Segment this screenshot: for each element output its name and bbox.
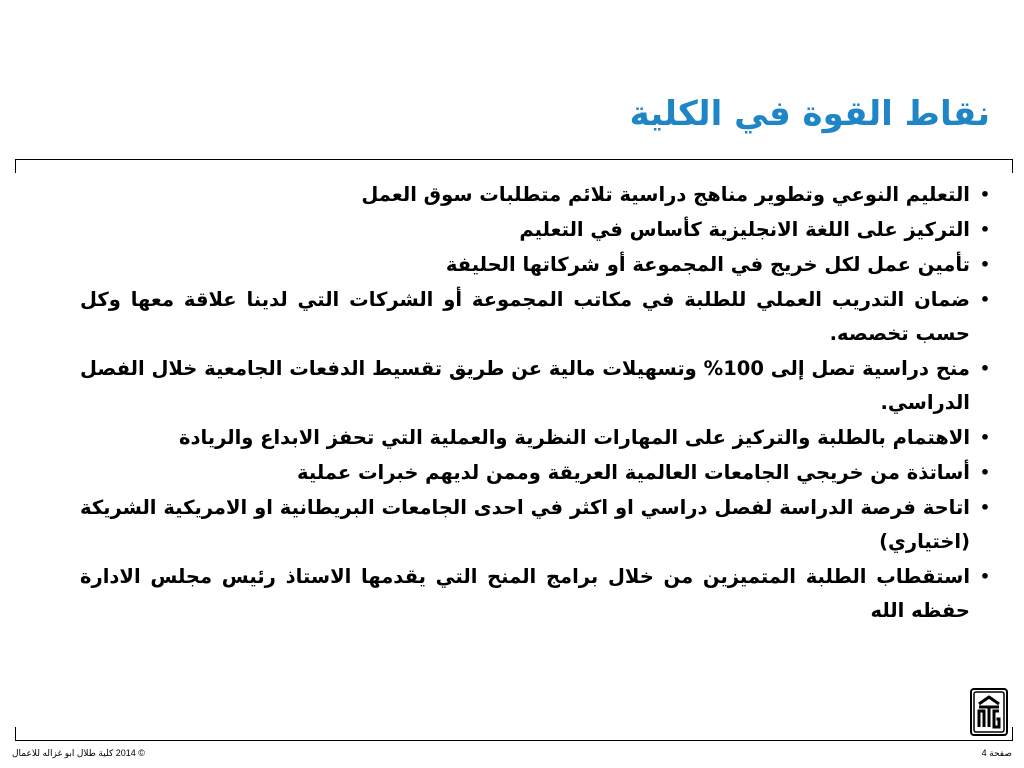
list-item-text: منح دراسية تصل إلى 100% وتسهيلات مالية عن طريق تقسيط الدفعات الجامعية خلال الفصل الدراسي. <box>80 357 970 414</box>
list-item <box>80 491 992 559</box>
list-item-text: اتاحة فرصة الدراسة لفصل دراسي او اكثر في احدى الجامعات البريطانية او الامريكية الشريكة (اختياري) <box>80 496 970 553</box>
list-item-text: ضمان التدريب العملي للطلبة في مكاتب المجموعة أو الشركات التي لدينا علاقة معها وكل حسب تخصصه. <box>80 288 970 345</box>
list-item-text: أساتذة من خريجي الجامعات العالمية العريقة وممن لديهم خبرات عملية <box>297 461 970 484</box>
frame-corner-bottom-right <box>1012 727 1013 741</box>
frame-corner-top-left <box>15 159 16 173</box>
list-item-text: استقطاب الطلبة المتميزين من خلال برامج المنح التي يقدمها الاستاذ رئيس مجلس الادارة حفظه الله <box>80 565 970 622</box>
list-item-text: الاهتمام بالطلبة والتركيز على المهارات النظرية والعملية التي تحفز الابداع والريادة <box>178 426 970 449</box>
footer-copyright: © 2014 كلية طلال ابو غزاله للاعمال <box>12 748 145 758</box>
list-item <box>80 178 992 212</box>
tag-logo <box>970 688 1008 736</box>
list-item <box>80 213 992 247</box>
bullet-icon: • <box>979 463 991 482</box>
bullet-icon: • <box>979 428 991 447</box>
bullet-icon: • <box>979 255 991 274</box>
list-item-text: التعليم النوعي وتطوير مناهج دراسية تلائم متطلبات سوق العمل <box>361 183 970 206</box>
list-item <box>80 456 992 490</box>
bullet-icon: • <box>979 220 991 239</box>
frame-corner-bottom-left <box>15 727 16 741</box>
bullet-icon: • <box>979 567 991 586</box>
footer-page-number: صفحة 4 <box>981 748 1012 758</box>
bullet-icon: • <box>979 185 991 204</box>
bullet-icon: • <box>979 359 991 378</box>
list-item-text: التركيز على اللغة الانجليزية كأساس في التعليم <box>519 218 970 241</box>
list-item <box>80 352 992 420</box>
list-item <box>80 283 992 351</box>
slide-title: نقاط القوة في الكلية <box>629 94 990 134</box>
strengths-list <box>80 178 992 629</box>
list-item <box>80 560 992 628</box>
list-item-text: تأمين عمل لكل خريج في المجموعة أو شركاتها الحليفة <box>445 253 970 276</box>
list-item <box>80 421 992 455</box>
list-item <box>80 248 992 282</box>
frame-corner-top-right <box>1012 159 1013 173</box>
bullet-icon: • <box>979 290 991 309</box>
bullet-icon: • <box>979 498 991 517</box>
